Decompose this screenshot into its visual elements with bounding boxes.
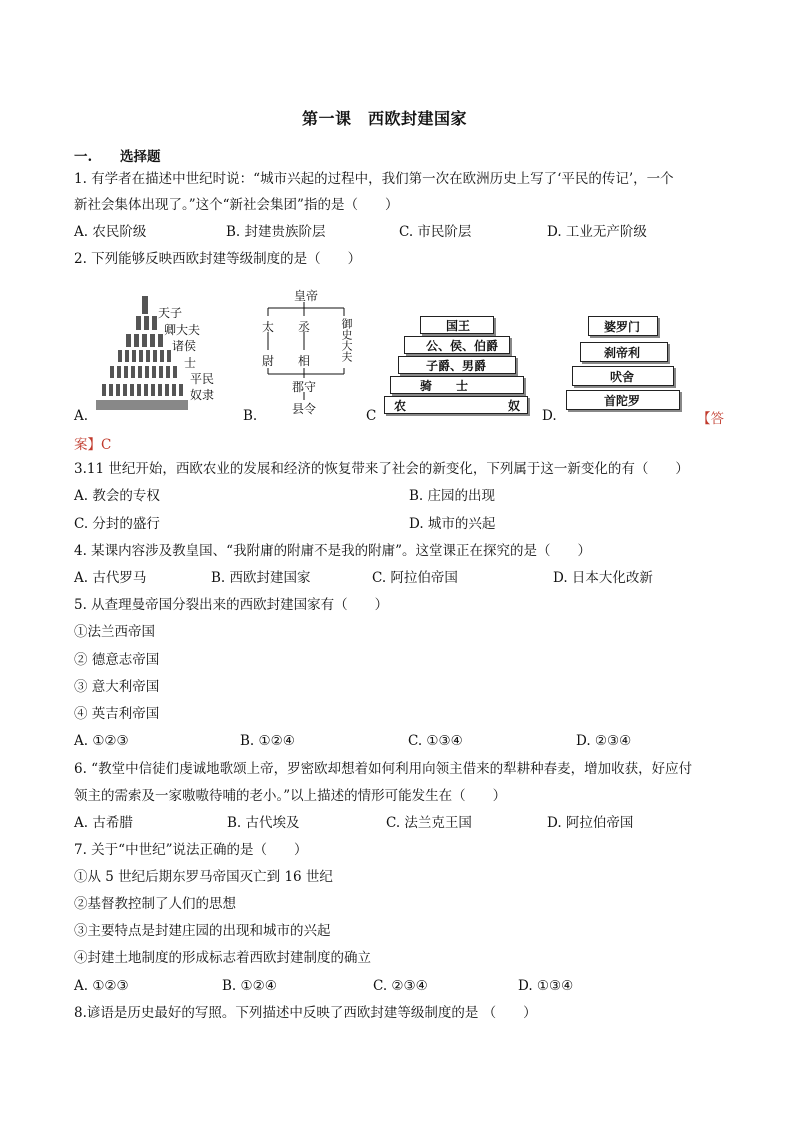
fig-c-label-king: 国王 <box>446 319 471 333</box>
fig-b-cheng: 丞 <box>298 320 311 334</box>
q5-item-1: ①法兰西帝国 <box>74 624 155 640</box>
fig-b-wei: 尉 <box>262 354 275 368</box>
q5-option-b[interactable]: B. ①②④ <box>240 733 295 749</box>
q4-option-d[interactable]: D. 日本大化改新 <box>553 570 653 586</box>
q2-label-a[interactable]: A. <box>74 408 89 424</box>
fig-c-label-dukes: 公、侯、伯爵 <box>426 339 499 353</box>
q7-option-d[interactable]: D. ①③④ <box>518 978 574 994</box>
q2-figure-b[interactable] <box>252 286 362 418</box>
q2-label-b[interactable]: B. <box>243 408 258 424</box>
fig-b-xianling: 县令 <box>292 402 317 416</box>
q5-option-c[interactable]: C. ①③④ <box>408 733 463 749</box>
q6-stem-line2: 领主的需索及一家嗷嗷待哺的老小。”以上描述的情形可能发生在（ ） <box>74 788 507 804</box>
fig-c-label-nong: 农 <box>394 399 407 413</box>
q2-figure-a[interactable] <box>92 292 227 416</box>
q1-stem-line2: 新社会集体出现了。”这个“新社会集团”指的是（ ） <box>74 197 399 213</box>
q3-option-a[interactable]: A. 教会的专权 <box>74 488 160 504</box>
fig-b-xiang: 相 <box>298 354 311 368</box>
q6-option-c[interactable]: C. 法兰克王国 <box>386 815 472 831</box>
q4-stem: 4. 某课内容涉及教皇国、“我附庸的附庸不是我的附庸”。这堂课正在探究的是（ ） <box>74 543 591 559</box>
fig-a-label-2: 卿大夫 <box>164 323 201 337</box>
q2-answer-part2: 案】C <box>74 437 112 453</box>
fig-d-label-4: 首陀罗 <box>604 394 641 408</box>
fig-b-emperor: 皇帝 <box>294 289 319 303</box>
fig-a-label-1: 天子 <box>158 306 183 320</box>
q4-option-c[interactable]: C. 阿拉伯帝国 <box>372 570 458 586</box>
fig-b-junshou: 郡守 <box>292 380 317 394</box>
fig-a-label-4: 士 <box>184 356 197 370</box>
q5-option-d[interactable]: D. ②③④ <box>576 733 632 749</box>
q3-option-c[interactable]: C. 分封的盛行 <box>74 516 160 532</box>
q5-stem: 5. 从查理曼帝国分裂出来的西欧封建国家有（ ） <box>74 597 389 613</box>
q7-option-a[interactable]: A. ①②③ <box>74 978 129 994</box>
q2-label-d[interactable]: D. <box>542 408 557 424</box>
fig-c-label-viscounts: 子爵、男爵 <box>426 359 487 373</box>
fig-d-label-2: 刹帝利 <box>604 346 641 360</box>
q4-option-a[interactable]: A. 古代罗马 <box>74 570 147 586</box>
q5-option-a[interactable]: A. ①②③ <box>74 733 129 749</box>
q6-stem-line1: 6. “教堂中信徒们虔诚地歌颂上帝，罗密欧却想着如何利用向领主借来的犁耕种春麦，增加收获，好应付 <box>74 761 693 777</box>
fig-d-label-3: 吠舍 <box>610 370 635 384</box>
q1-option-b[interactable]: B. 封建贵族阶层 <box>226 224 326 240</box>
q6-option-b[interactable]: B. 古代埃及 <box>227 815 300 831</box>
fig-a-label-5: 平民 <box>190 372 215 386</box>
q5-item-2: ② 德意志帝国 <box>74 652 160 668</box>
q7-item-1: ①从 5 世纪后期东罗马帝国灭亡到 16 世纪 <box>74 869 333 885</box>
fig-d-label-1: 婆罗门 <box>604 320 641 334</box>
q7-item-4: ④封建土地制度的形成标志着西欧封建制度的确立 <box>74 950 371 966</box>
fig-c-label-nu: 奴 <box>508 399 521 413</box>
q7-option-c[interactable]: C. ②③④ <box>373 978 428 994</box>
q3-stem: 3.11 世纪开始，西欧农业的发展和经济的恢复带来了社会的新变化，下列属于这一新变化的有（ ） <box>74 461 689 477</box>
q2-figure-d[interactable] <box>566 316 686 416</box>
q7-stem: 7. 关于“中世纪”说法正确的是（ ） <box>74 842 308 858</box>
fig-a-label-6: 奴隶 <box>190 388 215 402</box>
q6-option-a[interactable]: A. 古希腊 <box>74 815 133 831</box>
section-label: 选择题 <box>120 149 161 165</box>
fig-b-yushi: 御史大夫 <box>340 318 353 362</box>
q1-option-c[interactable]: C. 市民阶层 <box>399 224 472 240</box>
q1-option-a[interactable]: A. 农民阶级 <box>74 224 147 240</box>
q1-stem-line1: 1. 有学者在描述中世纪时说：“城市兴起的过程中，我们第一次在欧洲历史上写了‘平民的传记’，一个 <box>74 171 674 187</box>
q8-stem: 8.谚语是历史最好的写照。下列描述中反映了西欧封建等级制度的是 （ ） <box>74 1005 537 1021</box>
q2-stem: 2. 下列能够反映西欧封建等级制度的是（ ） <box>74 251 362 267</box>
q2-label-c[interactable]: C <box>366 408 377 424</box>
q5-item-3: ③ 意大利帝国 <box>74 679 160 695</box>
q7-option-b[interactable]: B. ①②④ <box>222 978 277 994</box>
section-number: 一. <box>74 149 93 165</box>
q3-option-d[interactable]: D. 城市的兴起 <box>409 516 496 532</box>
q7-item-2: ②基督教控制了人们的思想 <box>74 896 236 912</box>
q2-figure-c[interactable] <box>384 316 530 416</box>
fig-c-label-knights: 骑 士 <box>420 379 469 393</box>
q2-answer-part1: 【答 <box>697 411 724 427</box>
fig-a-label-3: 诸侯 <box>172 339 197 353</box>
q3-option-b[interactable]: B. 庄园的出现 <box>409 488 496 504</box>
q1-option-d[interactable]: D. 工业无产阶级 <box>547 224 647 240</box>
q4-option-b[interactable]: B. 西欧封建国家 <box>211 570 311 586</box>
page-title: 第一课 西欧封建国家 <box>302 109 468 128</box>
fig-b-tai: 太 <box>262 320 275 334</box>
q7-item-3: ③主要特点是封建庄园的出现和城市的兴起 <box>74 923 331 939</box>
q5-item-4: ④ 英吉利帝国 <box>74 706 160 722</box>
q6-option-d[interactable]: D. 阿拉伯帝国 <box>547 815 634 831</box>
